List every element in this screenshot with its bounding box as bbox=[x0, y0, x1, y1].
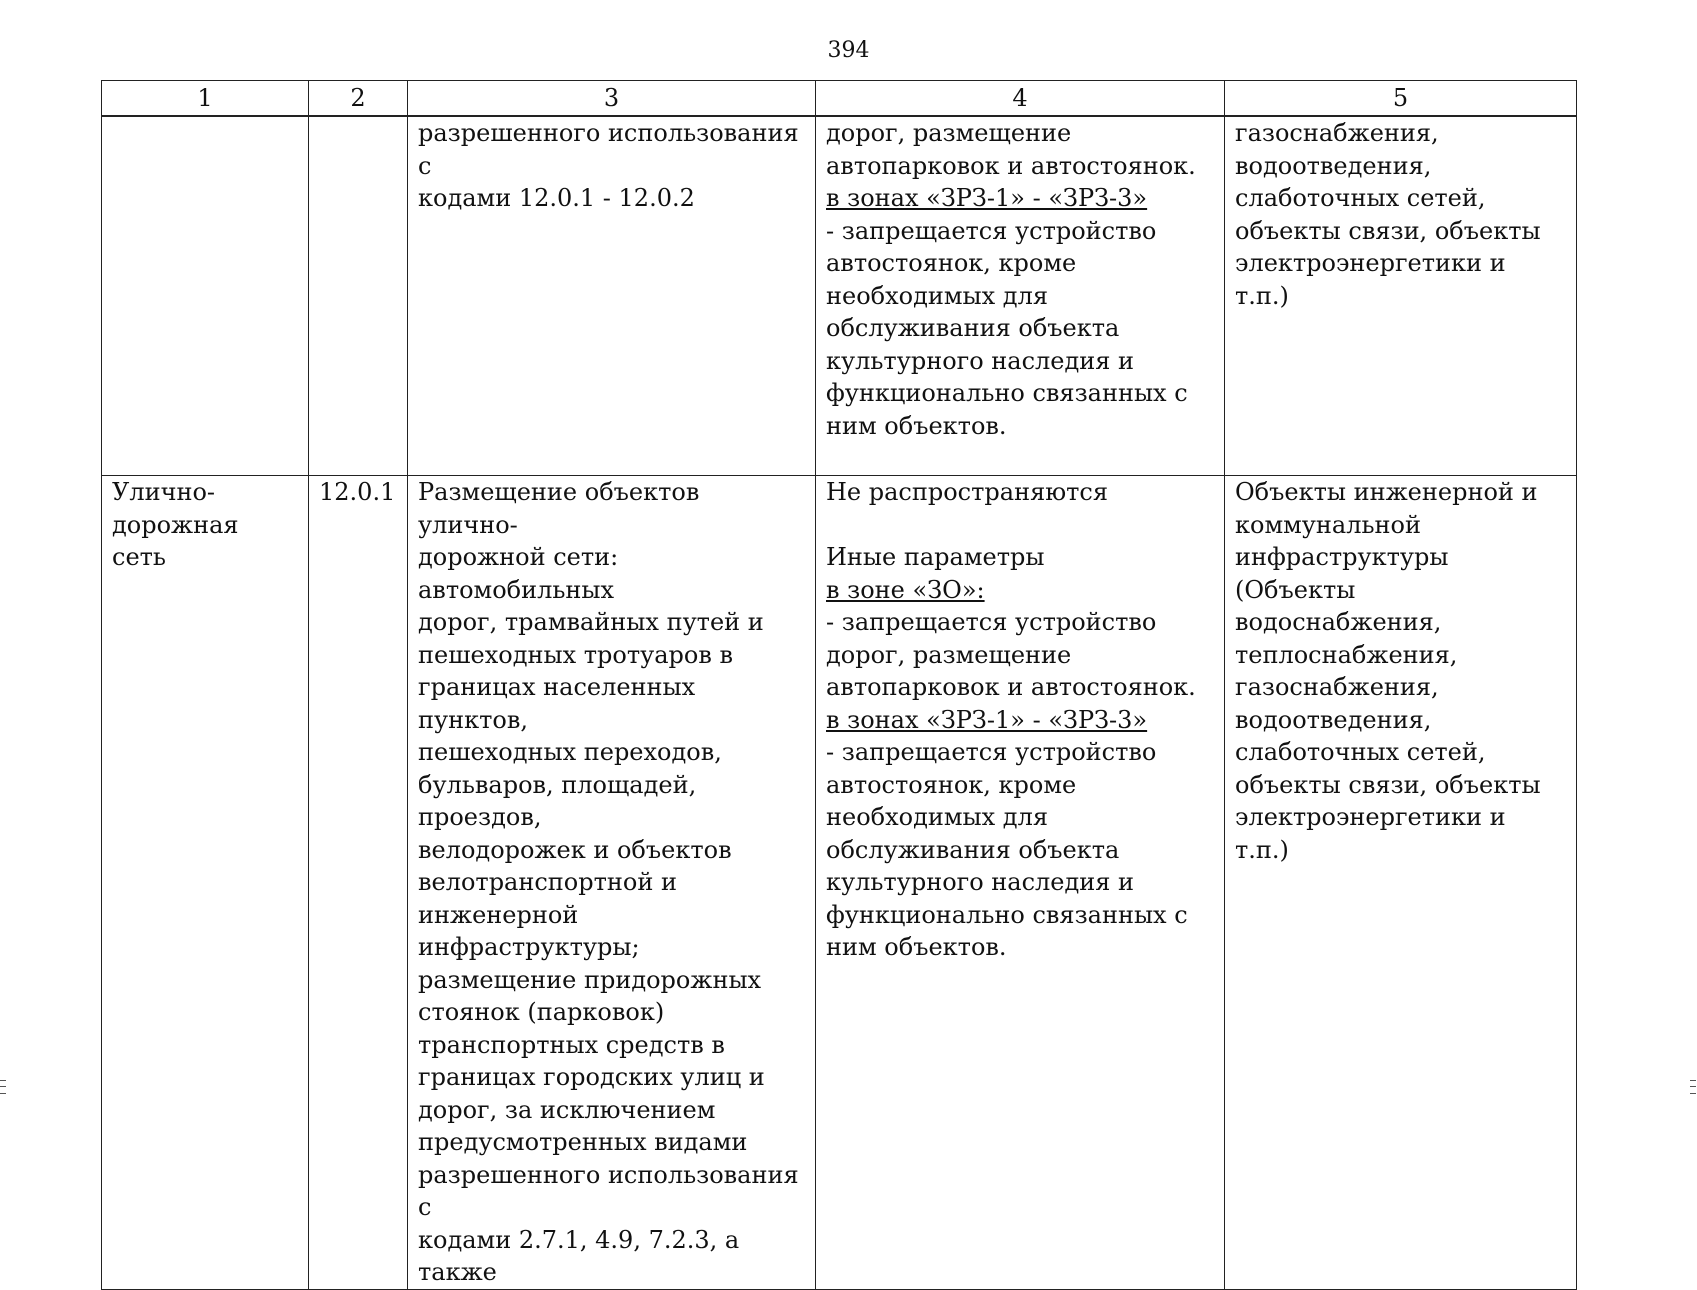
table-row-continued bbox=[102, 116, 1577, 476]
header-col-1: 1 bbox=[102, 81, 309, 117]
cell-description bbox=[408, 116, 816, 476]
text-line: транспортных средств в bbox=[418, 1030, 725, 1059]
text-line: ним объектов. bbox=[826, 933, 1007, 961]
text-line: водоотведения, bbox=[1235, 151, 1432, 180]
text-line: Не распространяются bbox=[826, 478, 1108, 506]
header-row bbox=[102, 81, 1577, 117]
text-line: размещение придорожных bbox=[418, 965, 762, 994]
text-line: пешеходных тротуаров в bbox=[418, 640, 733, 669]
text-line: слаботочных сетей, bbox=[1235, 184, 1486, 212]
text-line: водоснабжения, bbox=[1235, 608, 1442, 636]
text-line: автопарковок и автостоянок. bbox=[826, 673, 1196, 701]
cell-code bbox=[309, 116, 408, 476]
text-line: дорог, за исключением bbox=[418, 1095, 716, 1124]
text-line: велотранспортной и bbox=[418, 868, 677, 896]
text-line: Объекты инженерной и bbox=[1235, 478, 1538, 506]
text-line: коммунальной bbox=[1235, 510, 1421, 539]
cell-parameters bbox=[816, 116, 1225, 476]
text-line: бульваров, площадей, проездов, bbox=[418, 770, 697, 831]
text-line: дорожной сети: автомобильных bbox=[418, 543, 619, 604]
text-line: Улично- bbox=[112, 478, 216, 506]
text-line: автопарковок и автостоянок. bbox=[826, 151, 1196, 180]
table-row-street-network bbox=[102, 476, 1577, 1290]
page-number: 394 bbox=[827, 38, 870, 63]
text-line: границах населенных пунктов, bbox=[418, 673, 696, 734]
text-line: теплоснабжения, bbox=[1235, 640, 1458, 669]
header-col-3: 3 bbox=[408, 81, 816, 117]
text-line: Размещение объектов улично- bbox=[418, 478, 700, 539]
text-line: инженерной инфраструктуры; bbox=[418, 900, 640, 961]
text-line: объекты связи, объекты bbox=[1235, 770, 1541, 799]
text-line: электроэнергетики и т.п.) bbox=[1235, 249, 1506, 310]
cell-name bbox=[102, 476, 309, 1290]
text-line: - запрещается устройство bbox=[826, 216, 1157, 245]
text-line: автостоянок, кроме bbox=[826, 770, 1077, 799]
header-col-2: 2 bbox=[309, 81, 408, 117]
text-line: электроэнергетики и т.п.) bbox=[1235, 803, 1506, 864]
text-line: - запрещается устройство bbox=[826, 608, 1157, 636]
text-line: кодами 2.7.1, 4.9, 7.2.3, а также bbox=[418, 1225, 740, 1286]
text-line: дорог, размещение bbox=[826, 640, 1072, 669]
text-line: обслуживания объекта bbox=[826, 314, 1120, 342]
text-line: газоснабжения, bbox=[1235, 673, 1439, 701]
text-line: Иные параметры bbox=[826, 543, 1045, 571]
blank-line bbox=[826, 509, 1214, 542]
text-line: границах городских улиц и bbox=[418, 1063, 765, 1091]
cell-name bbox=[102, 116, 309, 476]
zone-heading: в зонах «ЗРЗ-1» - «ЗРЗ-3» bbox=[826, 184, 1148, 212]
text-line: функционально связанных с bbox=[826, 900, 1188, 929]
text-line: функционально связанных с bbox=[826, 379, 1188, 407]
text-line: пешеходных переходов, bbox=[418, 738, 722, 766]
text-line: газоснабжения, bbox=[1235, 119, 1439, 147]
text-line: необходимых для bbox=[826, 281, 1048, 310]
text-line: велодорожек и объектов bbox=[418, 835, 732, 864]
text-line: ним объектов. bbox=[826, 411, 1007, 440]
text-line: водоотведения, bbox=[1235, 705, 1432, 734]
zone-heading: в зонах «ЗРЗ-1» - «ЗРЗ-3» bbox=[826, 705, 1148, 734]
text-line: объекты связи, объекты bbox=[1235, 216, 1541, 245]
text-line: разрешенного использования с bbox=[418, 119, 799, 180]
scan-margin-mark-right bbox=[1690, 1080, 1696, 1094]
text-line: кодами 12.0.1 - 12.0.2 bbox=[418, 184, 695, 212]
text-line: дорог, трамвайных путей и bbox=[418, 608, 764, 636]
text-line: дорог, размещение bbox=[826, 119, 1072, 147]
text-line: культурного наследия и bbox=[826, 346, 1135, 375]
text-line: обслуживания объекта bbox=[826, 835, 1120, 864]
scan-margin-mark-left bbox=[0, 1080, 6, 1094]
text-line: необходимых для bbox=[826, 803, 1048, 831]
text-line: - запрещается устройство bbox=[826, 738, 1157, 766]
text-line: дорожная сеть bbox=[112, 510, 239, 571]
cell-auxiliary-uses bbox=[1225, 116, 1577, 476]
zone-heading: в зоне «ЗО»: bbox=[826, 575, 985, 604]
text-line: автостоянок, кроме bbox=[826, 249, 1077, 277]
cell-auxiliary-uses bbox=[1225, 476, 1577, 1290]
header-col-4: 4 bbox=[816, 81, 1225, 117]
text-line: стоянок (парковок) bbox=[418, 998, 665, 1026]
cell-description bbox=[408, 476, 816, 1290]
text-line: культурного наследия и bbox=[826, 868, 1135, 896]
cell-parameters bbox=[816, 476, 1225, 1290]
text-line: инфраструктуры (Объекты bbox=[1235, 543, 1449, 604]
header-col-5: 5 bbox=[1225, 81, 1577, 117]
text-line: слаботочных сетей, bbox=[1235, 738, 1486, 766]
regulations-table bbox=[101, 80, 1577, 1290]
text-line: разрешенного использования с bbox=[418, 1160, 799, 1221]
cell-code: 12.0.1 bbox=[309, 476, 408, 1290]
text-line: предусмотренных видами bbox=[418, 1128, 748, 1156]
